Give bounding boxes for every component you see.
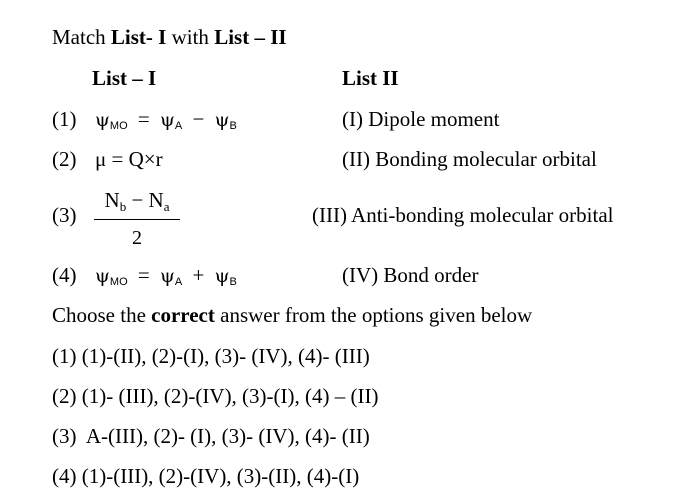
option-2[interactable]: (2) (1)- (III), (2)-(IV), (3)-(I), (4) – (II) xyxy=(52,384,379,408)
list1-header-text: List – I xyxy=(92,66,157,90)
list2-item-1: (I) Dipole moment xyxy=(342,107,500,131)
psi-symbol: ψ xyxy=(95,109,110,131)
list1-item-3-number xyxy=(52,205,77,226)
equals-sign: = xyxy=(137,107,150,131)
instruction-bold: correct xyxy=(151,303,215,327)
bond-order-fraction xyxy=(94,190,180,248)
subscript: A xyxy=(174,276,183,288)
list2-item-4: (IV) Bond order xyxy=(342,263,479,287)
list1-item-number: (2) xyxy=(52,147,77,171)
subscript: a xyxy=(163,199,170,214)
n-symbol: N xyxy=(104,188,120,212)
psi-symbol: ψ xyxy=(159,265,175,287)
list2-item-2: (II) Bonding molecular orbital xyxy=(342,147,597,171)
list1-header xyxy=(92,68,156,89)
equals-sign: = xyxy=(137,263,150,287)
list2-item-3: (III) Anti-bonding molecular orbital xyxy=(312,203,614,227)
psi-symbol: ψ xyxy=(214,109,230,131)
plus-sign: + xyxy=(192,263,205,287)
instruction-after: answer from the options given below xyxy=(220,303,533,327)
instruction xyxy=(52,305,532,326)
subscript: A xyxy=(174,120,183,132)
subscript: B xyxy=(229,276,237,288)
fraction-numerator xyxy=(94,190,180,213)
list1-item-2 xyxy=(52,149,163,170)
question-title xyxy=(52,27,287,48)
minus-sign: − xyxy=(126,188,149,212)
title-match-word: Match xyxy=(52,25,106,49)
fraction-denominator: 2 xyxy=(132,227,142,249)
list2-header xyxy=(342,68,399,89)
subscript: MO xyxy=(109,276,128,288)
list1-item-1 xyxy=(52,109,237,132)
subscript: b xyxy=(119,199,127,214)
subscript: B xyxy=(229,120,237,132)
list1-item-4 xyxy=(52,265,237,288)
psi-symbol: ψ xyxy=(159,109,175,131)
psi-symbol: ψ xyxy=(214,265,230,287)
fraction-bar xyxy=(94,219,180,220)
list1-item-number: (3) xyxy=(52,203,77,227)
option-1[interactable]: (1) (1)-(II), (2)-(I), (3)- (IV), (4)- (III) xyxy=(52,344,370,368)
title-list2-label: List – II xyxy=(214,25,287,49)
title-with-word: with xyxy=(171,25,209,49)
subscript: MO xyxy=(109,120,128,132)
list1-item-number: (4) xyxy=(52,263,77,287)
psi-symbol: ψ xyxy=(95,265,110,287)
option-3[interactable]: (3) A-(III), (2)- (I), (3)- (IV), (4)- (II) xyxy=(52,424,370,448)
instruction-before: Choose the xyxy=(52,303,146,327)
option-4[interactable]: (4) (1)-(III), (2)-(IV), (3)-(II), (4)-(I) xyxy=(52,464,360,488)
minus-sign: − xyxy=(192,107,205,131)
title-list1-label: List- I xyxy=(110,25,167,49)
list2-header-text: List II xyxy=(342,66,399,90)
dipole-formula: μ = Q×r xyxy=(95,147,163,171)
n-symbol: N xyxy=(148,188,164,212)
list1-item-number: (1) xyxy=(52,107,77,131)
